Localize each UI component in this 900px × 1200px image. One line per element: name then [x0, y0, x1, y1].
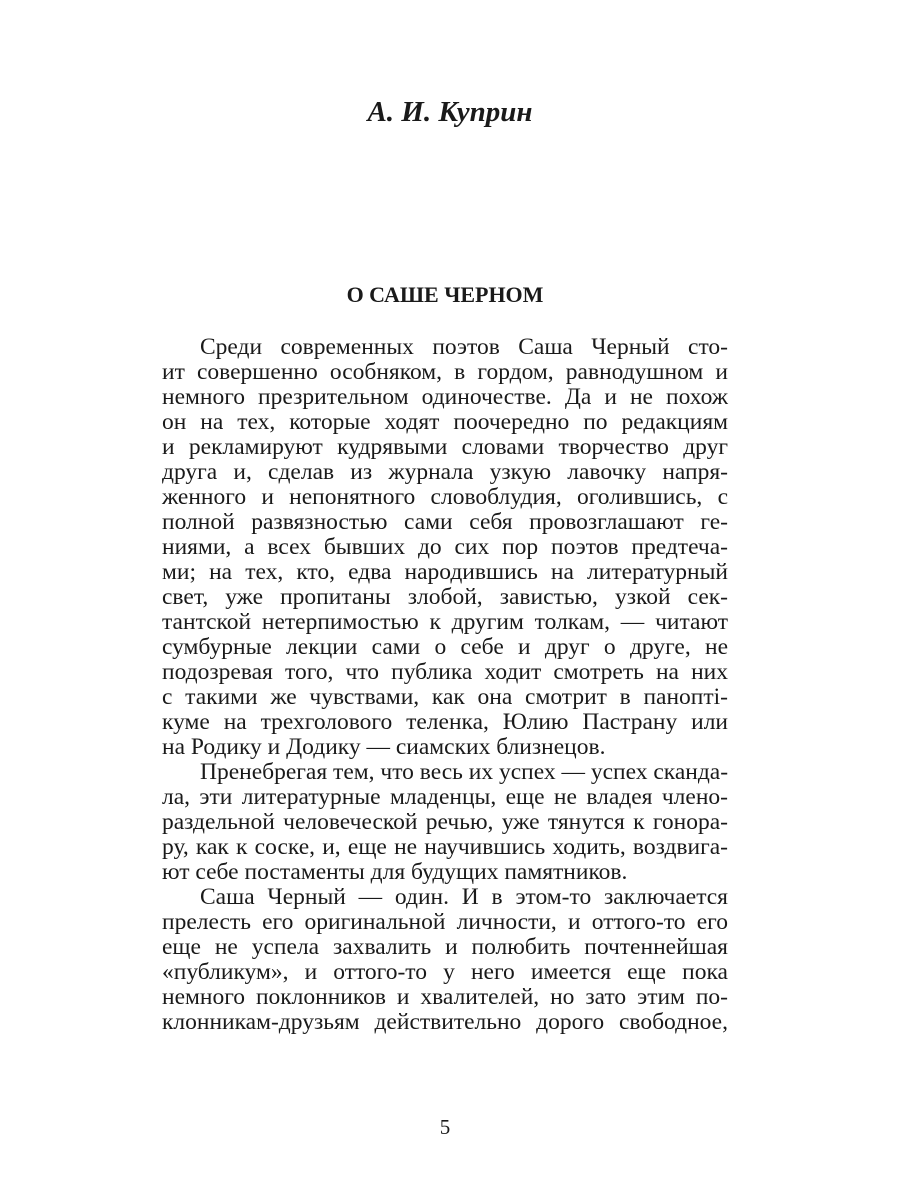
text-line: друга и, сделав из журнала узкую лавочку напря-	[162, 459, 728, 485]
text-line: раздельной человеческой речью, уже тянутся к гонора-	[162, 809, 728, 835]
chapter-heading: О САШЕ ЧЕРНОМ	[346, 282, 544, 307]
text-line: Среди современных поэтов Саша Черный сто-	[200, 334, 728, 360]
text-line: Пренебрегая тем, что весь их успех — успех сканда-	[200, 759, 729, 785]
text-line: он на тех, которые ходят поочередно по редакциям	[162, 409, 728, 435]
text-line: еще не успела захвалить и полюбить почтеннейшая	[162, 934, 728, 960]
text-line: ит совершенно особняком, в гордом, равнодушном и	[162, 359, 728, 385]
text-line: клонникам-друзьям действительно дорого свободное,	[162, 1009, 728, 1035]
text-line: свет, уже пропитаны злобой, завистью, узкой сек-	[162, 584, 728, 610]
text-line: немного презрительном одиночестве. Да и не похож	[162, 384, 728, 410]
text-line: ла, эти литературные младенцы, еще не владея члено-	[162, 784, 728, 810]
text-line: Саша Черный — один. И в этом-то заключается	[200, 884, 728, 910]
text-line: женного и непонятного словоблудия, оголившись, с	[162, 484, 728, 510]
text-line: ют себе постаменты для будущих памятников.	[162, 859, 628, 885]
text-line: немного поклонников и хвалителей, но зато этим по-	[162, 984, 728, 1010]
body-text	[162, 335, 728, 1035]
page-number: 5	[439, 1115, 451, 1139]
text-line: ниями, а всех бывших до сих пор поэтов предтеча-	[162, 534, 728, 560]
text-line: ру, как к соске, и, еще не научившись ходить, воздвига-	[162, 834, 728, 860]
text-line: тантской нетерпимостью к другим толкам, — читают	[162, 609, 728, 635]
text-line: полной развязностью сами себя провозглашают ге-	[162, 509, 728, 535]
text-line: куме на трехголового теленка, Юлию Пастрану или	[162, 709, 728, 735]
text-line: с такими же чувствами, как она смотрит в паноптi-	[162, 684, 728, 710]
text-line: и рекламируют кудрявыми словами творчество друг	[162, 434, 728, 460]
text-line: ми; на тех, кто, едва народившись на литературный	[162, 559, 728, 585]
text-line: подозревая того, что публика ходит смотреть на них	[162, 659, 728, 685]
text-line: прелесть его оригинальной личности, и оттого-то его	[162, 909, 728, 935]
author-name: А. И. Куприн	[367, 96, 533, 128]
text-line: на Родику и Додику — сиамских близнецов.	[162, 734, 606, 760]
text-line: «публикум», и оттого-то у него имеется еще пока	[162, 959, 728, 985]
text-line: сумбурные лекции сами о себе и друг о друге, не	[162, 634, 728, 660]
